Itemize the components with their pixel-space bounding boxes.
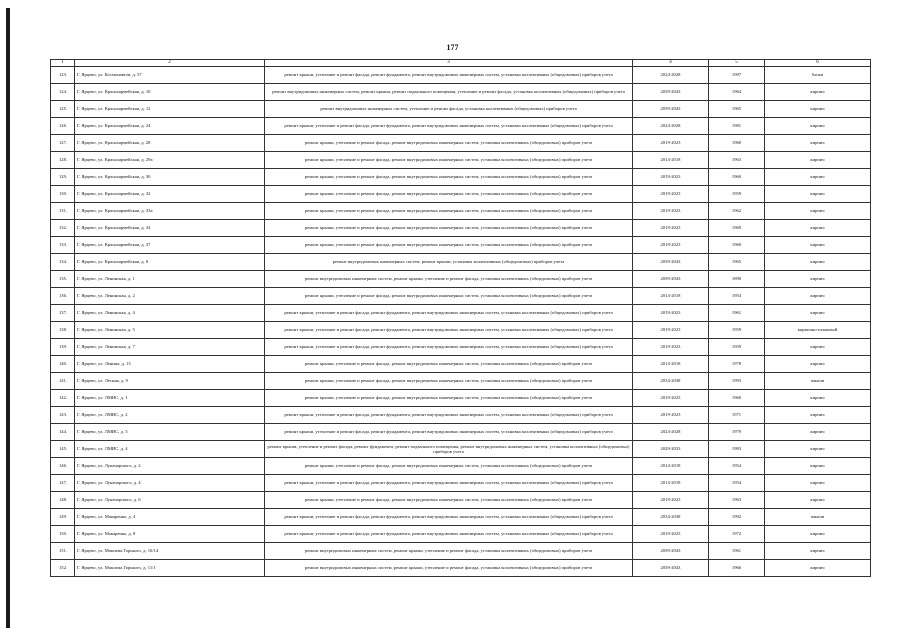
wall-material-cell: панели [765,373,871,390]
build-year-cell: 1993 [709,373,765,390]
repair-works-cell: ремонт крыши, утепление и ремонт фасада, ремонт фундамента, ремонт внутридомовых инженерных систем, установка коллективных (общедомовых) приборов учета [265,339,633,356]
row-number: 145. [51,441,75,458]
address-cell: Г. Ярцево, ул. Красноармейская, д. 37 [75,237,265,254]
build-year-cell: 1959 [709,322,765,339]
repair-works-cell: ремонт крыши, утепление и ремонт фасада, ремонт внутридомовых инженерных систем, установка коллективных (общедомовых) приборов учета [265,237,633,254]
repair-works-cell: ремонт внутридомовых инженерных систем, ремонт крыши, ремонт подвального помещения, утепление и ремонт фасада, установка коллективных (общедомовых) приборов учета [265,84,633,101]
address-cell: Г. Ярцево, ул. ЛМИС, д. 1 [75,390,265,407]
wall-material-cell: кирпич [765,101,871,118]
build-year-cell: 1963 [709,492,765,509]
repair-period-cell: 2014-2018 [633,152,709,169]
build-year-cell: 1959 [709,339,765,356]
address-cell: Г. Ярцево, ул. Макаренко, д. 8 [75,526,265,543]
row-number: 147. [51,475,75,492]
row-number: 130. [51,186,75,203]
build-year-cell: 1959 [709,186,765,203]
row-number: 126. [51,118,75,135]
repair-period-cell: 2029-2033 [633,441,709,458]
row-number: 141. [51,373,75,390]
repair-works-cell: ремонт крыши, утепление и ремонт фасада, ремонт внутридомовых инженерных систем, установка коллективных (общедомовых) приборов учета [265,373,633,390]
address-cell: Г. Ярцево, ул. Ленинская, д. 5 [75,322,265,339]
repair-works-cell: ремонт крыши, утепление и ремонт фасада, ремонт внутридомовых инженерных систем, установка коллективных (общедомовых) приборов учета [265,135,633,152]
build-year-cell: 1960 [709,220,765,237]
repair-period-cell: 2014-2018 [633,288,709,305]
wall-material-cell: кирпич [765,441,871,458]
wall-material-cell: кирпич [765,424,871,441]
table-row [51,220,871,237]
wall-material-cell: кирпич [765,220,871,237]
repair-period-cell: 2039-2043 [633,254,709,271]
wall-material-cell: кирпич [765,526,871,543]
table-row [51,492,871,509]
wall-material-cell: кирпич [765,390,871,407]
repair-period-cell: 2034-2038 [633,373,709,390]
build-year-cell: 1981 [709,118,765,135]
wall-material-cell: блоки [765,67,871,84]
wall-material-cell: кирпич [765,458,871,475]
repair-period-cell: 2019-2023 [633,220,709,237]
address-cell: Г. Ярцево, ул. Красноармейская, д. 30 [75,169,265,186]
column-header: 4 [633,60,709,67]
row-number: 123. [51,67,75,84]
repair-period-cell: 2019-2023 [633,526,709,543]
build-year-cell: 1890 [709,271,765,288]
column-header: 5 [709,60,765,67]
wall-material-cell: кирпич [765,339,871,356]
table-row [51,543,871,560]
row-number: 127. [51,135,75,152]
wall-material-cell: кирпично-шлаковой [765,322,871,339]
row-number: 138. [51,322,75,339]
wall-material-cell: кирпич [765,543,871,560]
address-cell: Г. Ярцево, ул. Красноармейская, д. 10 [75,84,265,101]
repair-period-cell: 2019-2023 [633,135,709,152]
row-number: 152. [51,560,75,577]
row-number: 132. [51,220,75,237]
repair-works-cell: ремонт внутридомовых инженерных систем, ремонт крыши, утепление и ремонт фасада, установка коллективных (общедомовых) приборов учета [265,543,633,560]
table-row [51,118,871,135]
address-cell: Г. Ярцево, ул. ЛМИС, д. 4 [75,441,265,458]
build-year-cell: 1961 [709,305,765,322]
address-cell: Г. Ярцево, ул. Красноармейская, д. 8 [75,254,265,271]
repair-works-cell: ремонт крыши, утепление и ремонт фасада, ремонт внутридомовых инженерных систем, установка коллективных (общедомовых) приборов учета [265,356,633,373]
wall-material-cell: кирпич [765,118,871,135]
table-row [51,390,871,407]
repair-period-cell: 2014-2018 [633,356,709,373]
wall-material-cell: кирпич [765,475,871,492]
build-year-cell: 1997 [709,67,765,84]
wall-material-cell: кирпич [765,492,871,509]
repair-works-cell: ремонт крыши, утепление и ремонт фасада, ремонт фундамента, ремонт внутридомовых инженерных систем, установка коллективных (общедомовых) приборов учета [265,424,633,441]
wall-material-cell: кирпич [765,271,871,288]
build-year-cell: 1960 [709,390,765,407]
address-cell: Г. Ярцево, ул. Красноармейская, д. 24 [75,118,265,135]
row-number: 131. [51,203,75,220]
table-row [51,254,871,271]
address-cell: Г. Ярцево, ул. Ленинская, д. 4 [75,305,265,322]
row-number: 137. [51,305,75,322]
repair-works-cell: ремонт крыши, утепление и ремонт фасада, ремонт фундамента, ремонт внутридомовых инженерных систем, установка коллективных (общедомовых) приборов учета [265,305,633,322]
table-row [51,152,871,169]
wall-material-cell: кирпич [765,288,871,305]
row-number: 148. [51,492,75,509]
page-edge-shadow [6,8,10,628]
column-header: 2 [75,60,265,67]
address-cell: Г. Ярцево, ул. Луначарского, д. 6 [75,492,265,509]
repair-period-cell: 2019-2023 [633,186,709,203]
table-row [51,135,871,152]
build-year-cell: 1983 [709,441,765,458]
repair-works-cell: ремонт крыши, утепление и ремонт фасада, ремонт фундамента, ремонт подвального помещения, ремонт внутридомовых инженерных систем, установка коллективных (общедомовых) приборов учета [265,441,633,458]
repair-works-cell: ремонт крыши, утепление и ремонт фасада, ремонт фундамента, ремонт внутридомовых инженерных систем, установка коллективных (общедомовых) приборов учета [265,322,633,339]
row-number: 151. [51,543,75,560]
repair-period-cell: 2019-2023 [633,322,709,339]
build-year-cell: 1992 [709,509,765,526]
repair-works-cell: ремонт крыши, утепление и ремонт фасада, ремонт фундамента, ремонт внутридомовых инженерных систем, установка коллективных (общедомовых) приборов учета [265,509,633,526]
wall-material-cell: кирпич [765,237,871,254]
wall-material-cell: кирпич [765,203,871,220]
build-year-cell: 1978 [709,356,765,373]
repair-period-cell: 2019-2023 [633,305,709,322]
build-year-cell: 1964 [709,84,765,101]
repair-works-cell: ремонт крыши, утепление и ремонт фасада, ремонт внутридомовых инженерных систем, установка коллективных (общедомовых) приборов учета [265,186,633,203]
wall-material-cell: кирпич [765,84,871,101]
column-header: 1 [51,60,75,67]
repair-period-cell: 2019-2023 [633,237,709,254]
table-row [51,288,871,305]
repair-period-cell: 2019-2023 [633,169,709,186]
table-row [51,475,871,492]
table-row [51,356,871,373]
build-year-cell: 1979 [709,424,765,441]
table-row [51,271,871,288]
repair-works-cell: ремонт крыши, утепление и ремонт фасада, ремонт фундамента, ремонт внутридомовых инженерных систем, установка коллективных (общедомовых) приборов учета [265,118,633,135]
row-number: 124. [51,84,75,101]
repair-period-cell: 2024-2028 [633,118,709,135]
table-row [51,560,871,577]
table-row [51,67,871,84]
repair-works-cell: ремонт крыши, утепление и ремонт фасада, ремонт внутридомовых инженерных систем, установка коллективных (общедомовых) приборов учета [265,288,633,305]
address-cell: Г. Ярцево, ул. Космонавтов, д. 57 [75,67,265,84]
wall-material-cell: кирпич [765,254,871,271]
build-year-cell: 1972 [709,526,765,543]
table-row [51,424,871,441]
repair-period-cell: 2039-2043 [633,271,709,288]
repair-works-cell: ремонт крыши, утепление и ремонт фасада, ремонт внутридомовых инженерных систем, установка коллективных (общедомовых) приборов учета [265,169,633,186]
row-number: 129. [51,169,75,186]
address-cell: Г. Ярцево, ул. Красноармейская, д. 28 [75,135,265,152]
build-year-cell: 1971 [709,407,765,424]
repair-period-cell: 2019-2023 [633,407,709,424]
repair-period-cell: 2024-2028 [633,67,709,84]
repair-period-cell: 2019-2023 [633,390,709,407]
repair-period-cell: 2014-2018 [633,475,709,492]
address-cell: Г. Ярцево, ул. Луначарского, д. 2 [75,458,265,475]
repair-period-cell: 2039-2043 [633,543,709,560]
address-cell: Г. Ярцево, ул. Лесная, д. 9 [75,373,265,390]
row-number: 142. [51,390,75,407]
repair-works-cell: ремонт крыши, утепление и ремонт фасада, ремонт внутридомовых инженерных систем, установка коллективных (общедомовых) приборов учета [265,203,633,220]
repair-period-cell: 2039-2043 [633,101,709,118]
table-row [51,322,871,339]
repair-works-cell: ремонт внутридомовых инженерных систем, ремонт крыши, установка коллективных (общедомовых) приборов учета [265,254,633,271]
address-cell: Г. Ярцево, ул. Красноармейская, д. 33а [75,203,265,220]
wall-material-cell: кирпич [765,305,871,322]
table-row [51,237,871,254]
table-row [51,509,871,526]
table-row [51,407,871,424]
row-number: 149. [51,509,75,526]
repair-period-cell: 2024-2028 [633,424,709,441]
row-number: 150. [51,526,75,543]
column-number-row [51,60,871,67]
row-number: 144. [51,424,75,441]
address-cell: Г. Ярцево, ул. ЛМИС, д. 3 [75,424,265,441]
table-row [51,458,871,475]
table-row [51,186,871,203]
address-cell: Г. Ярцево, ул. Луначарского, д. 4 [75,475,265,492]
row-number: 133. [51,237,75,254]
build-year-cell: 1965 [709,254,765,271]
row-number: 128. [51,152,75,169]
build-year-cell: 1960 [709,169,765,186]
table-row [51,441,871,458]
build-year-cell: 1960 [709,135,765,152]
row-number: 136. [51,288,75,305]
row-number: 143. [51,407,75,424]
row-number: 135. [51,271,75,288]
wall-material-cell: кирпич [765,152,871,169]
wall-material-cell: кирпич [765,169,871,186]
table-row [51,101,871,118]
repair-works-cell: ремонт крыши, утепление и ремонт фасада, ремонт фундамента, ремонт внутридомовых инженерных систем, установка коллективных (общедомовых) приборов учета [265,407,633,424]
repair-period-cell: 2019-2023 [633,339,709,356]
address-cell: Г. Ярцево, ул. Ленинская, д. 2 [75,288,265,305]
repair-works-cell: ремонт внутридомовых инженерных систем, ремонт крыши, утепление и ремонт фасада, установка коллективных (общедомовых) приборов учета [265,560,633,577]
repair-period-cell: 2039-2043 [633,560,709,577]
address-cell: Г. Ярцево, ул. Ленинская, д. 7 [75,339,265,356]
wall-material-cell: кирпич [765,135,871,152]
repair-works-cell: ремонт крыши, утепление и ремонт фасада, ремонт внутридомовых инженерных систем, установка коллективных (общедомовых) приборов учета [265,458,633,475]
repair-works-cell: ремонт крыши, утепление и ремонт фасада, ремонт внутридомовых инженерных систем, установка коллективных (общедомовых) приборов учета [265,492,633,509]
repair-period-cell: 2014-2018 [633,458,709,475]
table-row [51,339,871,356]
table-row [51,526,871,543]
address-cell: Г. Ярцево, ул. Максима Горького, д. 10/14 [75,543,265,560]
wall-material-cell: кирпич [765,186,871,203]
repair-works-cell: ремонт крыши, утепление и ремонт фасада, ремонт фундамента, ремонт внутридомовых инженерных систем, установка коллективных (общедомовых) приборов учета [265,526,633,543]
address-cell: Г. Ярцево, ул. Максима Горького, д. 11/1 [75,560,265,577]
housing-repair-table [50,59,871,577]
build-year-cell: 1962 [709,203,765,220]
wall-material-cell: кирпич [765,356,871,373]
wall-material-cell: кирпич [765,407,871,424]
build-year-cell: 1965 [709,101,765,118]
column-header: 6 [765,60,871,67]
address-cell: Г. Ярцево, ул. Красноармейская, д. 34 [75,220,265,237]
address-cell: Г. Ярцево, ул. Красноармейская, д. 32 [75,186,265,203]
address-cell: Г. Ярцево, ул. Ленина, д. 15 [75,356,265,373]
repair-period-cell: 2034-2038 [633,509,709,526]
address-cell: Г. Ярцево, ул. Красноармейская, д. 29а [75,152,265,169]
row-number: 146. [51,458,75,475]
page-number: 177 [446,43,459,52]
build-year-cell: 1961 [709,543,765,560]
table-row [51,373,871,390]
build-year-cell: 1960 [709,237,765,254]
table-row [51,203,871,220]
repair-works-cell: ремонт крыши, утепление и ремонт фасада, ремонт фундамента, ремонт внутридомовых инженерных систем, установка коллективных (общедомовых) приборов учета [265,67,633,84]
repair-works-cell: ремонт крыши, утепление и ремонт фасада, ремонт внутридомовых инженерных систем, установка коллективных (общедомовых) приборов учета [265,390,633,407]
column-header: 3 [265,60,633,67]
row-number: 125. [51,101,75,118]
repair-works-cell: ремонт крыши, утепление и ремонт фасада, ремонт внутридомовых инженерных систем, установка коллективных (общедомовых) приборов учета [265,152,633,169]
table-row [51,169,871,186]
table-row [51,305,871,322]
wall-material-cell: кирпич [765,560,871,577]
build-year-cell: 1954 [709,458,765,475]
build-year-cell: 1963 [709,152,765,169]
repair-period-cell: 2039-2043 [633,84,709,101]
row-number: 134. [51,254,75,271]
build-year-cell: 1954 [709,288,765,305]
build-year-cell: 1966 [709,560,765,577]
repair-works-cell: ремонт крыши, утепление и ремонт фасада, ремонт фундамента, ремонт внутридомовых инженерных систем, установка коллективных (общедомовых) приборов учета [265,475,633,492]
repair-period-cell: 2019-2023 [633,492,709,509]
row-number: 140. [51,356,75,373]
address-cell: Г. Ярцево, ул. Ленинская, д. 1 [75,271,265,288]
repair-period-cell: 2019-2023 [633,203,709,220]
repair-works-cell: ремонт внутридомовых инженерных систем, утепление и ремонт фасада, установка коллективных (общедомовых) приборов учета [265,101,633,118]
row-number: 139. [51,339,75,356]
build-year-cell: 1954 [709,475,765,492]
address-cell: Г. Ярцево, ул. Макаренко, д. 4 [75,509,265,526]
address-cell: Г. Ярцево, ул. Красноармейская, д. 12 [75,101,265,118]
address-cell: Г. Ярцево, ул. ЛМИС, д. 2 [75,407,265,424]
table-row [51,84,871,101]
repair-works-cell: ремонт крыши, утепление и ремонт фасада, ремонт внутридомовых инженерных систем, установка коллективных (общедомовых) приборов учета [265,220,633,237]
repair-works-cell: ремонт внутридомовых инженерных систем, ремонт крыши, утепление и ремонт фасада, установка коллективных (общедомовых) приборов учета [265,271,633,288]
wall-material-cell: панели [765,509,871,526]
